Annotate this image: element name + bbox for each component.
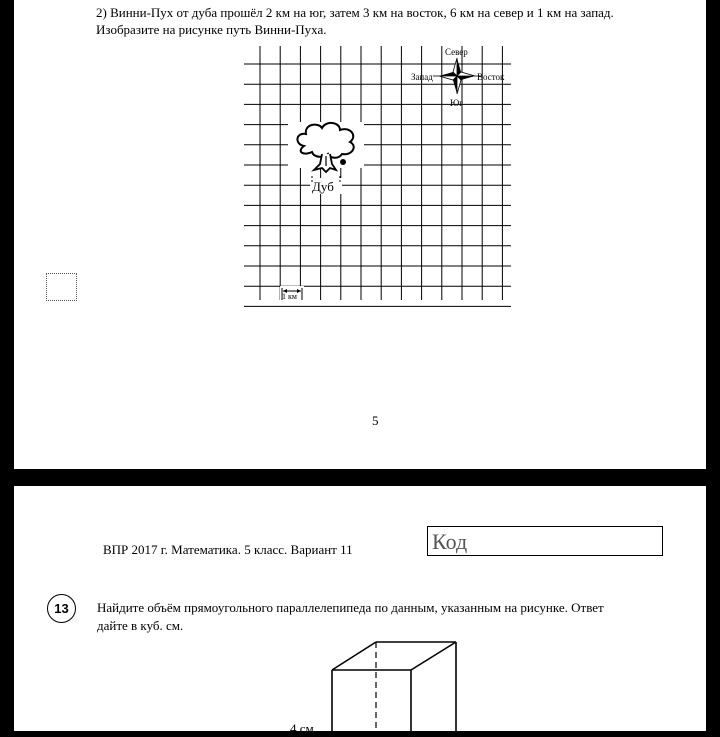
compass-east-label: Восток: [477, 72, 505, 82]
grid-drawing: [14, 0, 706, 469]
compass-west-label: Запад: [411, 72, 433, 82]
parallelepiped-drawing: [14, 486, 706, 731]
task-text-line-2: дайте в куб. см.: [97, 618, 184, 633]
page-top: [14, 0, 706, 469]
code-label: Код: [432, 529, 468, 554]
task-text-line-1: Найдите объём прямоугольного параллелепипеда по данным, указанным на рисунке. Ответ: [97, 600, 604, 615]
page-header: ВПР 2017 г. Математика. 5 класс. Вариант 11: [103, 542, 353, 557]
compass-south-label: Юг: [450, 98, 463, 108]
grid-lines: [244, 46, 511, 306]
page-bottom: [14, 486, 706, 736]
scale-label: 1 км: [282, 292, 297, 301]
compass-north-label: Север: [445, 47, 468, 57]
dimension-label: 4 см: [290, 721, 314, 736]
compass-rose-icon: [433, 58, 481, 94]
problem-text-line-2: Изобразите на рисунке путь Винни-Пуха.: [96, 22, 327, 37]
oak-tree-icon: [288, 122, 364, 172]
task-number-badge: 13: [47, 594, 76, 623]
page-number: 5: [372, 413, 379, 428]
oak-label: Дуб: [312, 179, 334, 194]
start-point: [340, 159, 346, 165]
answer-box[interactable]: [46, 273, 77, 301]
problem-text-line-1: 2) Винни-Пух от дуба прошёл 2 км на юг, затем 3 км на восток, 6 км на север и 1 км на запад.: [96, 5, 614, 20]
